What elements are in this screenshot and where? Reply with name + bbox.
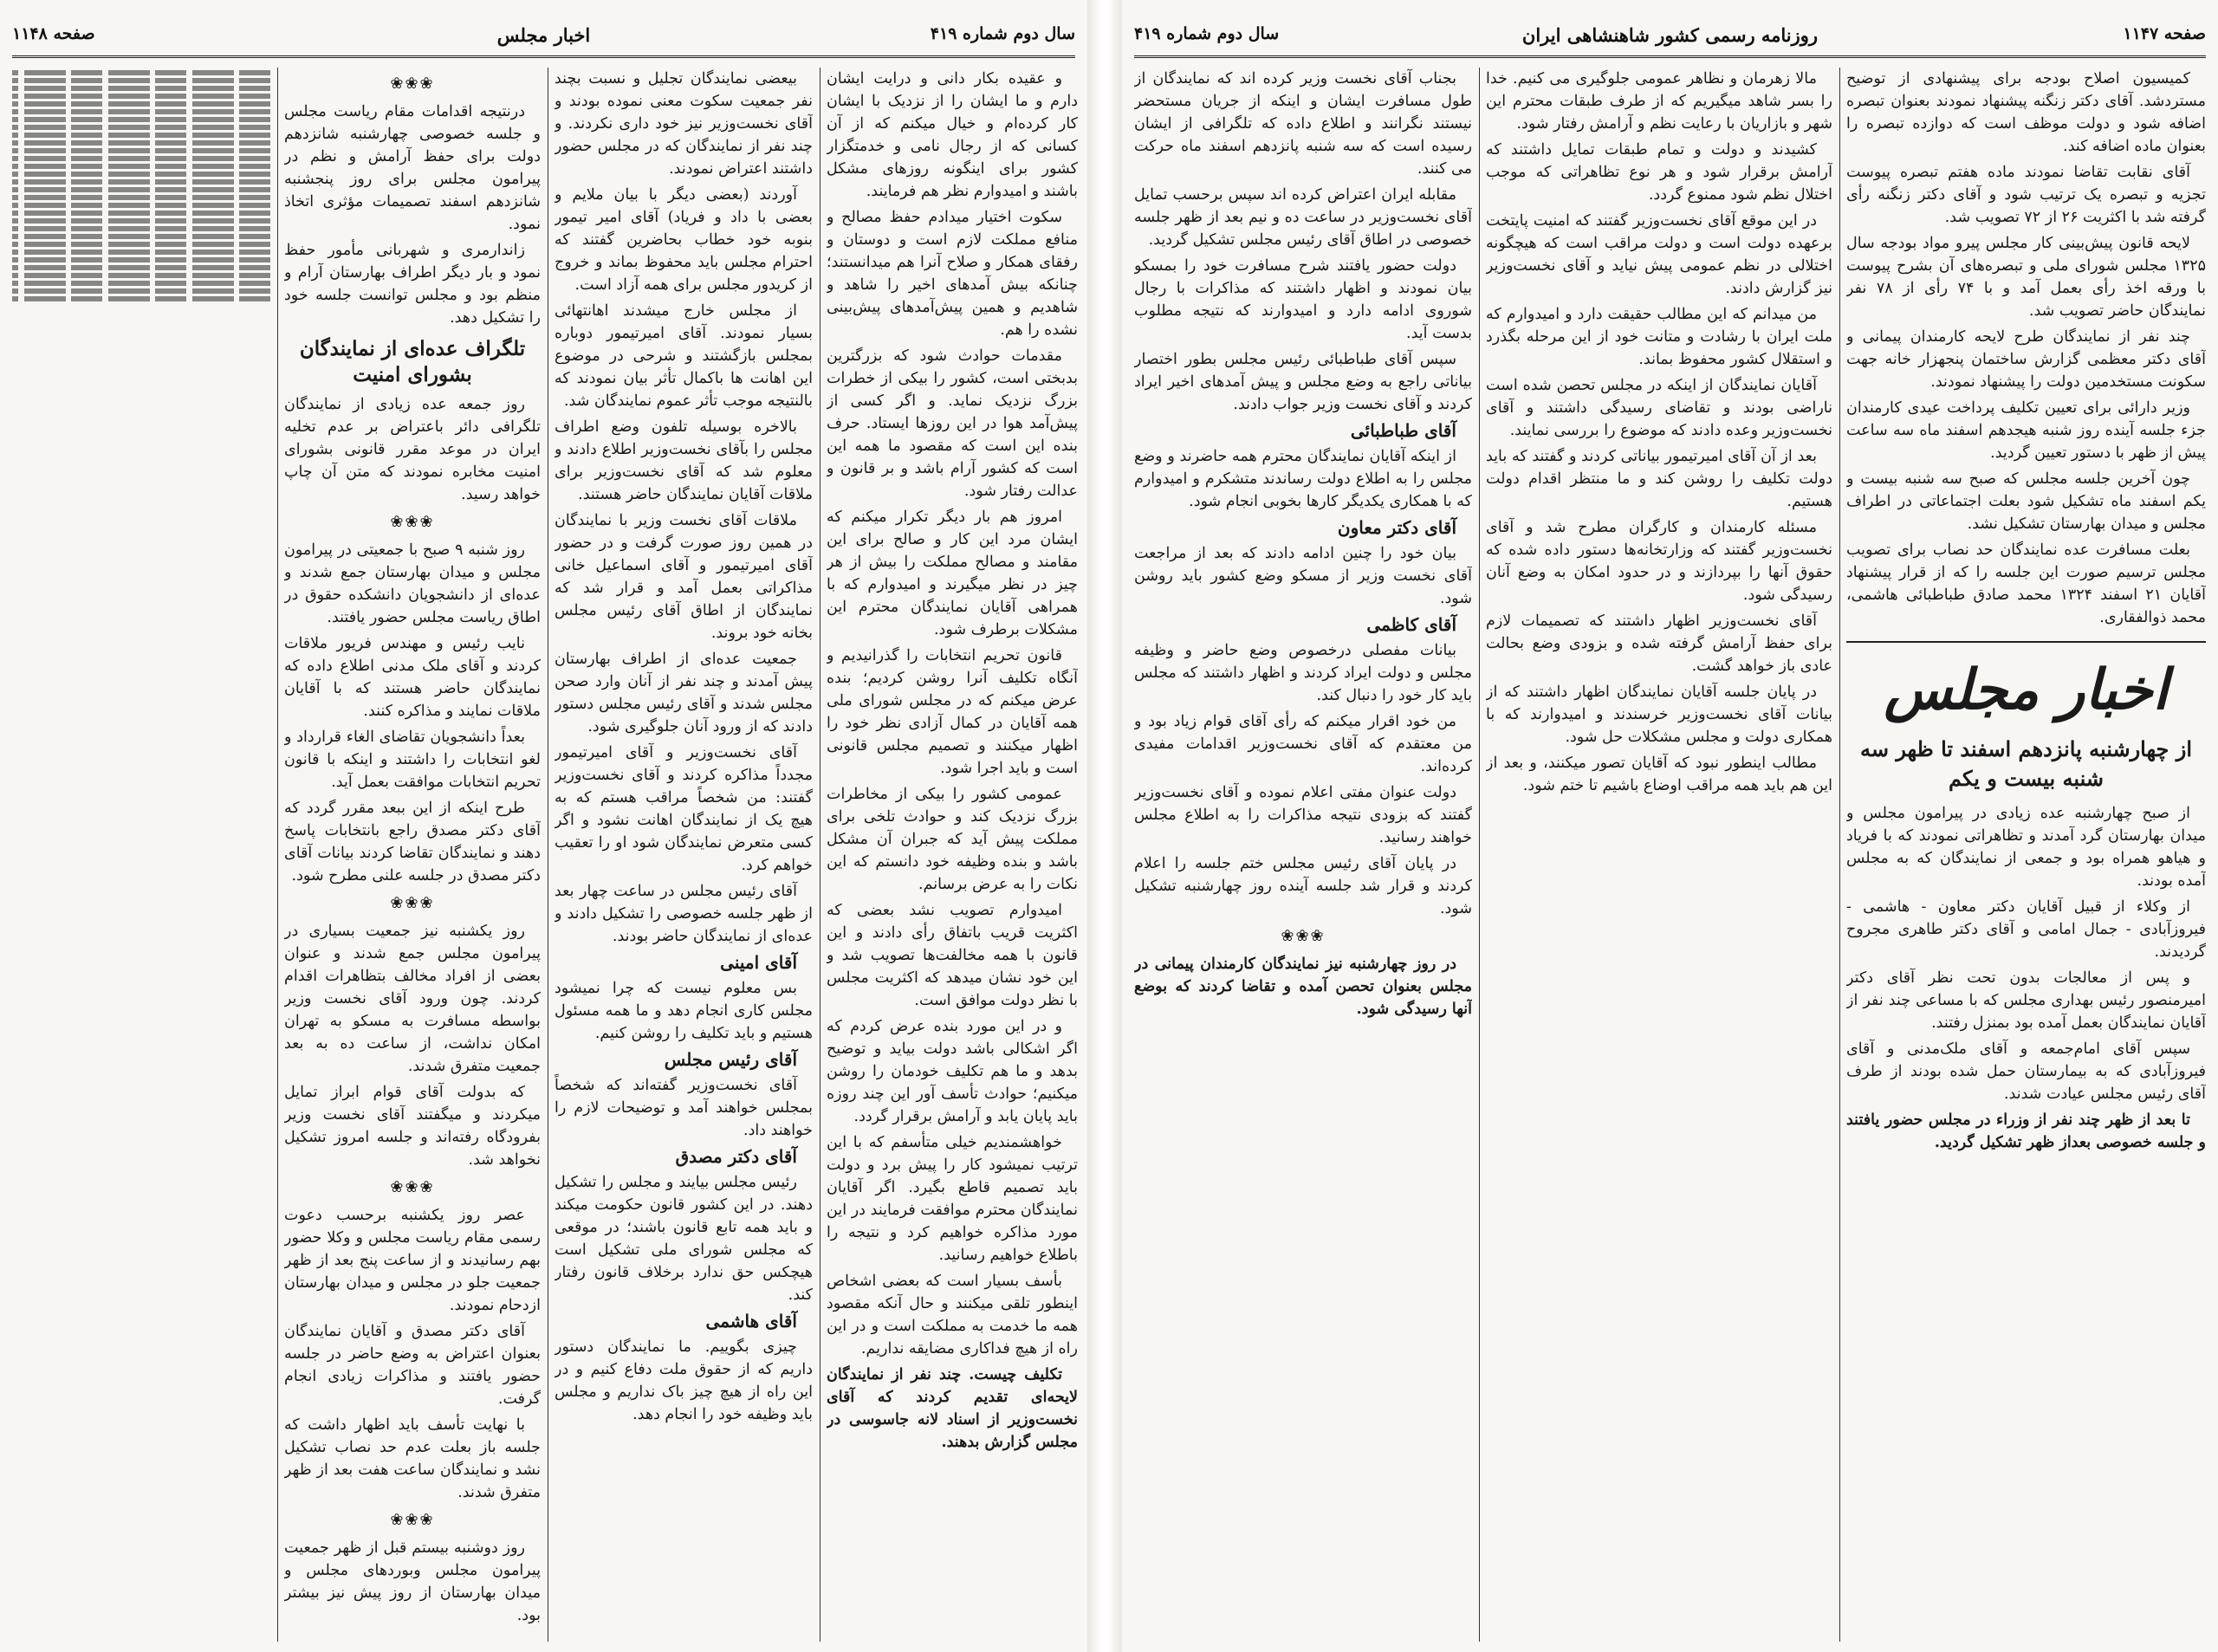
ornament-divider: ❀❀❀ — [1281, 927, 1326, 945]
illegible-text-line — [12, 211, 270, 216]
right-column-1 — [1846, 68, 2206, 1642]
article-paragraph: بیان خود را چنین ادامه دادند که بعد از مراجعت آقای نخست وزیر از مسکو وضع کشور باید روشن شود. — [1134, 545, 1472, 607]
illegible-text-line — [12, 133, 270, 138]
ornament-divider: ❀❀❀ — [390, 1178, 435, 1196]
illegible-text-line — [12, 94, 270, 99]
article-paragraph: نایب رئیس و مهندس فریور ملاقات کردند و آقای ملک مدنی اطلاع داده که نمایندگان حاضر هستند که با آقایان ملاقات نمایند و مذاکره کنند. — [284, 635, 541, 720]
article-paragraph: آقای نخست‌وزیر گفته‌اند که شخصاً بمجلس خواهند آمد و توضیحات لازم را خواهند داد. — [554, 1077, 813, 1139]
article-paragraph: مطالب اینطور نبود که آقایان تصور میکنند، و بعد از این هم باید همه مراقب اوضاع باشیم تا ختم شود. — [1486, 755, 1832, 794]
article-paragraph: از اینکه آقایان نمایندگان محترم همه حاضرند و وضع مجلس را به اطلاع دولت رساندند متشکرم و امیدوارم که با همکاری یکدیگر کارها بخوبی انجام شود. — [1134, 448, 1472, 510]
illegible-text-line — [12, 187, 270, 192]
right-column-3 — [1134, 68, 1472, 1642]
article-paragraph: کشیدند و دولت و تمام طبقات تمایل داشتند که آرامش برقرار شود و هر نوع تظاهراتی که موجب اختلال نظم شود ممنوع گردد. — [1486, 141, 1832, 204]
ornament-divider: ❀❀❀ — [390, 894, 435, 912]
article-headline: تلگراف عده‌ای از نمایندگان بشورای امنیت — [299, 337, 526, 386]
illegible-text-line — [12, 288, 270, 294]
ornament-divider: ❀❀❀ — [390, 1511, 435, 1529]
right-column-2 — [1486, 68, 1832, 1642]
article-paragraph: وزیر دارائی برای تعیین تکلیف پرداخت عیدی کارمندان جزء جلسه آینده روز شنبه هیجدهم اسفند ماه سه ساعت پیش از ظهر با دستور تعیین گردید. — [1846, 399, 2206, 462]
illegible-text-line — [12, 78, 270, 83]
article-paragraph: چند نفر از نمایندگان طرح لایحه کارمندان پیمانی و آقای دکتر معظمی گزارش ساختمان پنجهزار خانه جهت سکونت مستخدمین دولت را پیشنهاد نمودند. — [1846, 328, 2206, 391]
article-paragraph: آقای رئیس مجلس در ساعت چهار بعد از ظهر جلسه خصوصی را تشکیل دادند و عده‌ای از نمایندگان حاضر بودند. — [554, 883, 813, 945]
article-paragraph: بأسف بسیار است که بعضی اشخاص اینطور تلقی میکنند و حال آنکه مقصود همه ما خدمت به مملکت است و در این راه از هیچ فداکاری مضایقه نداریم. — [827, 1273, 1078, 1357]
article-paragraph: مسئله کارمندان و کارگران مطرح شد و آقای نخست‌وزیر گفتند که وزارتخانه‌ها دستور داده شده که حقوق آنها را بپردازند و در حدود امکان به وضع آنان رسیدگی شود. — [1486, 519, 1832, 604]
article-paragraph: درنتیجه اقدامات مقام ریاست مجلس و جلسه خصوصی چهارشنبه شانزدهم دولت برای حفظ آرامش و نظم در پیرامون مجلس برای روز پنجشنبه شانزدهم اسفند تصمیمات مؤثری اتخاذ نمود. — [284, 103, 541, 233]
left-column-2 — [284, 68, 541, 1642]
article-paragraph: آقای نخست‌وزیر و آقای امیرتیمور مجدداً مذاکره کردند و آقای نخست‌وزیر گفتند: من شخصاً مراقب هستم که به هیچ یک از نمایندگان اهانت نشود و اگر کسی متعرض نمایندگان شود او را تعقیب خواهم کرد. — [554, 744, 813, 874]
article-paragraph: طرح اینکه از این ببعد مقرر گردد که آقای دکتر مصدق راجع بانتخابات پاسخ دهند و نمایندگان تقاضا کردند بیانات آقای دکتر مصدق در جلسه علنی مطرح شود. — [284, 800, 541, 884]
illegible-text-line — [12, 273, 270, 278]
illegible-text-line — [12, 265, 270, 270]
article-paragraph: از مجلس خارج میشدند اهانتهائی بسیار نمودند. آقای امیرتیمور دوباره بمجلس بازگشتند و شرحی در موضوع این اهانت ها باکمال تأثر بیان نمودند که بالنتیجه موجب تأثر عموم نمایندگان شد. — [554, 302, 813, 410]
article-paragraph: در پایان آقای رئیس مجلس ختم جلسه را اعلام کردند و قرار شد جلسه آینده روز چهارشنبه تشکیل شود. — [1134, 855, 1472, 917]
article-paragraph: و پس از معالجات بدون تحت نظر آقای دکتر امیرمنصور رئیس بهداری مجلس که با مساعی چند نفر از آقایان نمایندگان بعمل آمده بود بمنزل رفتند. — [1846, 969, 2206, 1032]
article-paragraph: سپس آقای طباطبائی رئیس مجلس بطور اختصار بیاناتی راجع به وضع مجلس و پیش آمدهای اخیر ایراد کردند و آقای نخست وزیر جواب دادند. — [1134, 351, 1472, 413]
illegible-text-line — [12, 140, 270, 146]
illegible-text-line — [12, 172, 270, 177]
illegible-text-line — [12, 156, 270, 161]
illegible-text-line — [12, 86, 270, 91]
illegible-text-line — [12, 234, 270, 239]
left-page — [0, 0, 1087, 1652]
section-subheadline: از چهارشنبه پانزدهم اسفند تا ظهر سه شنبه بیست و یکم — [1859, 736, 2192, 791]
right-page-issue: سال دوم شماره ۴۱۹ — [1134, 24, 1280, 43]
illegible-text-line — [12, 195, 270, 200]
article-paragraph-bold: در روز چهارشنبه نیز نمایندگان کارمندان پیمانی در مجلس بعنوان تحصن آمده و تقاضا کردند که بوضع آنها رسیدگی شود. — [1134, 956, 1472, 1018]
right-page — [1122, 0, 2218, 1652]
article-paragraph: چون آخرین جلسه مجلس که صبح سه شنبه بیست و یکم اسفند ماه تشکیل شود بعلت اجتماعاتی در اطراف مجلس و میدان بهارستان تشکیل نشد. — [1846, 470, 2206, 533]
article-paragraph: جمعیت عده‌ای از اطراف بهارستان پیش آمدند و چند نفر از آنان وارد صحن مجلس شدند و آقای رئیس مجلس دستور دادند که از ورود آنان جلوگیری شود. — [554, 651, 813, 735]
illegible-text-line — [12, 203, 270, 208]
article-paragraph: آوردند (بعضی دیگر با بیان ملایم و بعضی با داد و فریاد) آقای امیر تیمور بنوبه خود خطاب بحاضرین گفتند که احترام مجلس باید محفوظ بماند و خروج از کریدور مجلس برای همه آزاد است. — [554, 186, 813, 294]
article-paragraph: بیانات مفصلی درخصوص وضع حاضر و وظیفه مجلس و دولت ایراد کردند و اظهار داشتند که مجلس باید کار خود را دنبال کند. — [1134, 642, 1472, 704]
article-paragraph: مالا زهرمان و نظاهر عمومی جلوگیری می کنیم. خدا را بسر شاهد میگیریم که از طرف طبقات محترم این شهر و بازاریان با رعایت نظم و آرامش رفتار شود. — [1486, 70, 1832, 133]
illegible-text-line — [12, 281, 270, 286]
article-paragraph: روز شنبه ۹ صبح با جمعیتی در پیرامون مجلس و میدان بهارستان جمع شدند و عده‌ای از دانشجویان دانشکده حقوق در اطاق ریاست مجلس حضور یافتند. — [284, 541, 541, 626]
illegible-text-line — [12, 242, 270, 247]
illegible-text-line — [12, 257, 270, 262]
left-column-4 — [827, 68, 1078, 1642]
illegible-text-line — [12, 296, 270, 301]
article-paragraph: که بدولت آقای قوام ابراز تمایل میکردند و میگفتند آقای نخست وزیر بفرودگاه رفته‌اند و جلسه امروز تشکیل نخواهد شد. — [284, 1084, 541, 1169]
illegible-text-line — [12, 125, 270, 130]
article-paragraph: من خود اقرار میکنم که رأی آقای قوام زیاد بود و من معتقدم که آقای نخست‌وزیر اقدامات مفیدی کرده‌اند. — [1134, 713, 1472, 775]
article-paragraph: امروز هم بار دیگر تکرار میکنم که ایشان مرد این کار و صالح برای این مقامند و مصالح مملکت را بیش از هر چیز در نظر میگیرند و امیدوارم که با همراهی آقایان نمایندگان محترم این مشکلات برطرف شود. — [827, 509, 1078, 638]
illegible-text-line — [12, 226, 270, 231]
article-paragraph: آقای دکتر مصدق و آقایان نمایندگان بعنوان اعتراض به وضع حاضر در جلسه حضور یافتند و مذاکرات زیادی انجام گرفت. — [284, 1323, 541, 1408]
article-paragraph: دولت عنوان مفتی اعلام نموده و آقای نخست‌وزیر گفتند که بزودی نتیجه مذاکرات را به اطلاع مجلس خواهند رسانید. — [1134, 784, 1472, 846]
article-paragraph: مقدمات حوادث شود که بزرگترین بدبختی است، کشور را بیکی از خطرات بزرگ نزدیک نماید. و اگر کسی از پیش‌آمد هوا در این روزها ایستاد. حرف بنده این است که مقصود ما همه این است که کشور آرام باشد و بر قانون و عدالت رفتار شود. — [827, 347, 1078, 500]
article-paragraph: روز دوشنبه بیستم قبل از ظهر جمعیت پیرامون مجلس وبوردهای مجلس و میدان بهارستان از روز پیش نیز بیشتر بود. — [284, 1539, 541, 1624]
article-paragraph: بعداً دانشجویان تقاضای الغاء قرارداد و لغو انتخابات را داشتند و اینکه با قانون تحریم انتخابات موافقت بعمل آید. — [284, 729, 541, 791]
article-paragraph: روز جمعه عده زیادی از نمایندگان تلگرافی دائر باعتراض بر عدم تخلیه ایران در موعد مقرر قانونی بشورای امنیت مخابره نمودند که متن آن چاپ خواهد رسید. — [284, 396, 541, 503]
article-paragraph: و عقیده بکار دانی و درایت ایشان دارم و ما ایشان را از نزدیک با ایشان کار کرده‌ام و خیال میکنم که از آن کسانی که از رجال نامی و خدمتگزار کشور برای اینگونه روزهای مشکل باشند و امیدوارم نظر هم فرمایند. — [827, 70, 1078, 200]
article-paragraph: بعد از آن آقای امیرتیمور بیاناتی کردند و گفتند که باید دولت تکلیف را روشن کند و ما منتظر اقدام دولت هستیم. — [1486, 448, 1832, 510]
left-column-3 — [554, 68, 813, 1642]
illegible-text-line — [12, 148, 270, 153]
speaker-name: آقای هاشمی — [705, 1311, 797, 1331]
speaker-name: آقای طباطبائی — [1350, 420, 1456, 441]
article-paragraph: کمیسیون اصلاح بودجه برای پیشنهادی از توضیح مستردشد. آقای دکتر زنگنه پیشنهاد نمودند بعنوان تبصره اضافه شود و دولت موظف است که دوازده تبصره را بعنوان ماده اضافه کند. — [1846, 70, 2206, 155]
left-page-issue: سال دوم شماره ۴۱۹ — [930, 24, 1075, 43]
article-paragraph: بالاخره بوسیله تلفون وضع اطراف مجلس را بآقای نخست‌وزیر اطلاع دادند و معلوم شد که آقای نخست‌وزیر برای ملاقات آقایان نمایندگان حاضر هستند. — [554, 418, 813, 503]
article-paragraph: خواهشمندیم خیلی متأسفم که با این ترتیب نمیشود کار را پیش برد و دولت باید تصمیم قاطع بگیرد. اگر آقایان نمایندگان محترم موافقت فرمایند در این مورد مذاکره خواهیم کرد و نتیجه را باطلاع خواهیم رسانید. — [827, 1134, 1078, 1264]
right-page-number: صفحه ۱۱۴۷ — [2123, 24, 2206, 43]
left-column-1 — [12, 68, 270, 1642]
ornament-divider: ❀❀❀ — [390, 513, 435, 531]
illegible-text-line — [12, 70, 270, 75]
illegible-text-line — [12, 249, 270, 255]
left-page-header — [12, 16, 1075, 58]
article-paragraph: سکوت اختیار میدادم حفظ مصالح و منافع مملکت لازم است و دوستان و رفقای همکار و صلاح آنرا هم میدانستند؛ چنانکه بیش آمدهای اخیر را شاهد و شاهدیم و همین پیش‌آمدهای پیش‌بینی نشده را هم. — [827, 209, 1078, 339]
article-paragraph: ملاقات آقای نخست وزیر با نمایندگان در همین روز صورت گرفت و در حضور آقای امیرتیمور و آقای اسماعیل خانی مذاکراتی بعمل آمد و قرار شد که نمایندگان از اطاق آقای رئیس مجلس بخانه خود بروند. — [554, 512, 813, 642]
article-paragraph: دولت حضور یافتند شرح مسافرت خود را بمسکو بیان نمودند و اظهار داشتند که مذاکرات با رجال شوروی ادامه دارد و امیدوارند که نتیجه مطلوب بدست آید. — [1134, 257, 1472, 342]
speaker-name: آقای رئیس مجلس — [664, 1049, 797, 1070]
article-paragraph: روز یکشنبه نیز جمعیت بسیاری در پیرامون مجلس جمع شدند و عنوان بعضی از افراد مخالف بتظاهرات اقدام کردند. چون ورود آقای نخست وزیر بواسطه مسافرت به مسکو به تهران امکان نداشت، از ساعت ده به بعد جمعیت متفرق شدند. — [284, 923, 541, 1075]
article-paragraph: مقابله ایران اعتراض کرده اند سپس برحسب تمایل آقای نخست‌وزیر در ساعت ده و نیم بعد از ظهر جلسه خصوصی در اطاق آقای رئیس مجلس تشکیل گردید. — [1134, 186, 1472, 249]
article-paragraph: زاندارمری و شهربانی مأمور حفظ نمود و بار دیگر اطراف بهارستان آرام و منظم بود و مجلس توانست جلسه خود را تشکیل دهد. — [284, 242, 541, 327]
article-paragraph: و در این مورد بنده عرض کردم که اگر اشکالی باشد دولت بیاید و توضیح بدهد و ما هم تکلیف خودمان را روشن میکنیم؛ حوادث تأسف آور این چند روزه باید پایان یابد و آرامش برقرار گردد. — [827, 1018, 1078, 1125]
left-page-number: صفحه ۱۱۴۸ — [12, 24, 95, 43]
article-paragraph: امیدوارم تصویب نشد بعضی که اکثریت قریب باتفاق رأی دادند و این قانون با همه مخالفت‌ها تصویب شد و این خود نشان میدهد که اکثریت مجلس با نظر دولت موافق است. — [827, 902, 1078, 1009]
article-paragraph: رئیس مجلس بیایند و مجلس را تشکیل دهند. در این کشور قانون حکومت میکند و باید همه تابع قانون باشند؛ در موقعی که مجلس شورای ملی تشکیل است هیچکس حق ندارد برخلاف قانون رفتار کند. — [554, 1174, 813, 1304]
illegible-text-line — [12, 101, 270, 107]
left-page-section-title: اخبار مجلس — [496, 24, 591, 46]
illegible-text-line — [12, 117, 270, 122]
article-paragraph: قانون تحریم انتخابات را گذرانیدیم و آنگاه تکلیف آنرا روشن کردیم؛ بنده عرض میکنم که در مجلس شورای ملی همه آقایان در کمال آزادی نظر خود را اظهار میکنند و تصمیم مجلس قانونی است و باید اجرا شود. — [827, 647, 1078, 777]
article-paragraph: در این موقع آقای نخست‌وزیر گفتند که امنیت پایتخت برعهده دولت است و دولت مراقب است که هیچگونه اختلالی در نظم عمومی پیش نیاید و آقای نخست‌وزیر نیز گزارش دادند. — [1486, 212, 1832, 297]
article-paragraph: از صبح چهارشنبه عده زیادی در پیرامون مجلس و میدان بهارستان گرد آمدند و تظاهراتی نمودند که با فریاد و هیاهو همراه بود و جمعی از نمایندگان که به مجلس آمده بودند. — [1846, 805, 2206, 890]
article-paragraph: بس معلوم نیست که چرا نمیشود مجلس کاری انجام دهد و ما همه مسئول هستیم و باید تکلیف را روشن کنیم. — [554, 980, 813, 1042]
page-gutter — [1087, 0, 1122, 1652]
article-paragraph: آقایان نمایندگان از اینکه در مجلس تحصن شده است ناراضی بودند و تقاضای رسیدگی داشتند و آقای نخست‌وزیر وعده دادند که موضوع را بررسی نمایند. — [1486, 377, 1832, 439]
article-paragraph: سپس آقای امام‌جمعه و آقای ملک‌مدنی و آقای فیروزآبادی که به بیمارستان حمل شده بودند از طرف آقای رئیس مجلس عیادت شدند. — [1846, 1040, 2206, 1103]
section-masthead: اخبار مجلس — [1846, 641, 2206, 729]
article-paragraph: با نهایت تأسف باید اظهار داشت که جلسه باز بعلت عدم حد نصاب تشکیل نشد و نمایندگان ساعت هفت بعد از ظهر متفرق شدند. — [284, 1416, 541, 1501]
right-page-masthead: روزنامه رسمی کشور شاهنشاهی ایران — [1521, 24, 1819, 46]
article-paragraph-bold: تا بعد از ظهر چند نفر از وزراء در مجلس حضور یافتند و جلسه خصوصی بعداز ظهر تشکیل گردید. — [1846, 1111, 2206, 1151]
article-paragraph: بجناب آقای نخست وزیر کرده اند که نمایندگان از طول مسافرت ایشان و اینکه از جریان مستحضر نیستند نگرانند و اطلاع داده که تلگرافی از ایشان رسیده است که سه شنبه پانزدهم اسفند ماه حرکت می کنند. — [1134, 70, 1472, 178]
illegible-text-line — [12, 164, 270, 169]
article-paragraph: چیزی بگوییم. ما نمایندگان دستور داریم که از حقوق ملت دفاع کنیم و در این راه از هیچ چیز باک نداریم و مجلس باید وظیفه خود را انجام دهد. — [554, 1338, 813, 1423]
illegible-text-line — [12, 109, 270, 114]
article-paragraph: آقای نخست‌وزیر اظهار داشتند که تصمیمات لازم برای حفظ آرامش گرفته شده و بزودی وضع بحالت عادی باز خواهد گشت. — [1486, 612, 1832, 675]
illegible-text-line — [12, 179, 270, 185]
article-paragraph: من میدانم که این مطالب حقیقت دارد و امیدوارم که ملت ایران با رشادت و متانت خود از این مرحله بگذرد و استقلال کشور محفوظ بماند. — [1486, 306, 1832, 368]
illegible-text-line — [12, 218, 270, 224]
article-paragraph: عمومی کشور را بیکی از مخاطرات بزرگ نزدیک کند و حوادث تلخی برای مملکت پیش آید که جبران آن مشکل باشد و بنده وظیفه خود دانستم که این نکات را به عرض برسانم. — [827, 786, 1078, 893]
article-paragraph: آقای نقابت تقاضا نمودند ماده هفتم تبصره پیوست تجزیه و تبصره یک ترتیب شود و آقای دکتر زنگنه رأی گرفته شد با اکثریت ۲۶ از ۷۲ تصویب شد. — [1846, 164, 2206, 226]
speaker-name: آقای امینی — [720, 952, 797, 973]
article-paragraph: بیعضی نمایندگان تجلیل و نسبت بچند نفر جمعیت سکوت معنی نموده بودند و آقای نخست‌وزیر نیز خود داری نکردند. و چند نفر از نمایندگان که در مجلس حضور داشتند اعتراض نمودند. — [554, 70, 813, 178]
article-paragraph: در پایان جلسه آقایان نمایندگان اظهار داشتند که از بیانات آقای نخست‌وزیر خرسندند و امیدوارند که با همکاری دولت و مجلس مشکلات حل شود. — [1486, 683, 1832, 746]
article-paragraph: لایحه قانون پیش‌بینی کار مجلس پیرو مواد بودجه سال ۱۳۲۵ مجلس شورای ملی و تبصره‌های آن بشرح پیوست با ورقه اخذ رأی بعمل آمد و با ۷۴ رأی از ۷۸ نفر نمایندگان حاضر تصویب شد. — [1846, 235, 2206, 320]
article-paragraph: از وکلاء از قبیل آقایان دکتر معاون - هاشمی - فیروزآبادی - جمال امامی و آقای دکتر طاهری مجروح گردیدند. — [1846, 898, 2206, 961]
speaker-name: آقای دکتر معاون — [1337, 517, 1456, 538]
ornament-divider: ❀❀❀ — [390, 75, 435, 93]
speaker-name: آقای کاظمی — [1366, 614, 1456, 635]
article-paragraph-bold: تکلیف چیست. چند نفر از نمایندگان لایحه‌ای تقدیم کردند که آقای نخست‌وزیر از اسناد لانه جاسوسی در مجلس گزارش بدهند. — [827, 1366, 1078, 1451]
right-page-header — [1134, 16, 2206, 58]
article-paragraph: بعلت مسافرت عده نمایندگان حد نصاب برای تصویب مجلس ترسیم صورت این جلسه را که از قرار پیشنهاد آقایان ۲۱ اسفند ۱۳۲۴ محمد صادق طباطبائی هاشمی، محمد ذوالفقاری. — [1846, 541, 2206, 626]
article-paragraph: عصر روز یکشنبه برحسب دعوت رسمی مقام ریاست مجلس و وکلا حضور بهم رسانیدند و از ساعت پنج بعد از ظهر جمعیت جلو در مجلس و میدان بهارستان ازدحام نمودند. — [284, 1207, 541, 1314]
speaker-name: آقای دکتر مصدق — [675, 1146, 797, 1167]
